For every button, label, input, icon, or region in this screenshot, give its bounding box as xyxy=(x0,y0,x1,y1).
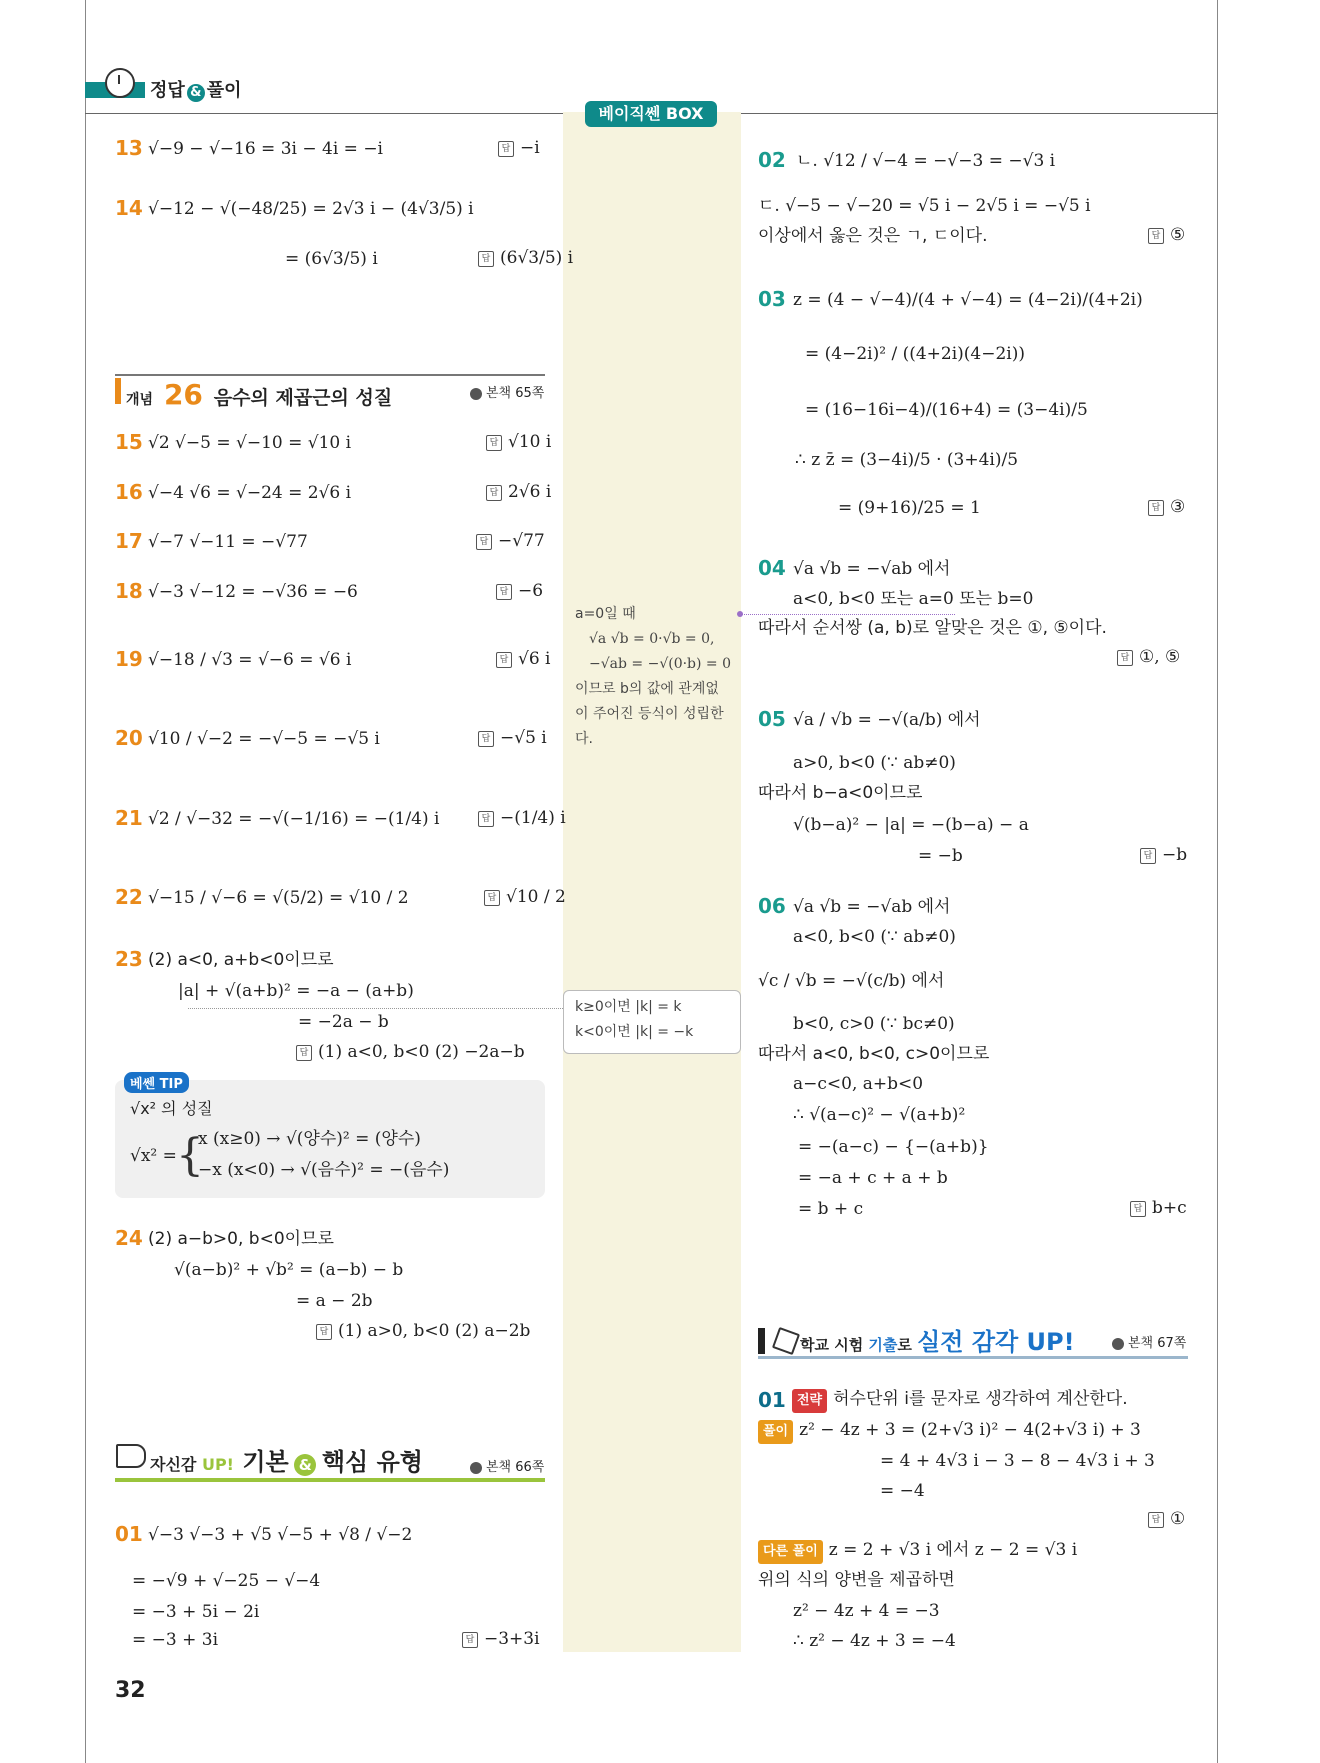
exam-question-number-01: 01 xyxy=(758,1388,786,1412)
basic-section-rule xyxy=(115,1478,545,1482)
question-06-line-8: = −(a−c) − {−(a+b)} xyxy=(798,1137,989,1157)
question-06-line-5: 따라서 a<0, b<0, c>0이므로 xyxy=(758,1044,990,1064)
basic-heading-b: UP! xyxy=(201,1455,234,1474)
answer-mark-icon: 답 xyxy=(476,534,492,550)
right-frame-line xyxy=(1217,0,1218,1763)
problem-17-answer xyxy=(476,531,545,551)
answer-mark-icon: 답 xyxy=(316,1324,332,1340)
side-note-line: 이므로 b의 값에 관계없 xyxy=(575,681,719,697)
question-05-line-1: √a / √b = −√(a/b) 에서 xyxy=(793,710,981,730)
question-03-line-2: = (4−2i)² / ((4+2i)(4−2i)) xyxy=(805,344,1025,364)
problem-20-expression: √10 / √−2 = −√−5 = −√5 i xyxy=(148,729,380,749)
question-05-line-2: a>0, b<0 (∵ ab≠0) xyxy=(793,753,956,773)
question-03-line-4: ∴ z z̄ = (3−4i)/5 · (3+4i)/5 xyxy=(795,450,1019,470)
problem-21-expression: √2 / √−32 = −√(−1/16) = −(1/4) i xyxy=(148,809,440,829)
question-number-06: 06 xyxy=(758,894,786,918)
question-06-line-7: ∴ √(a−c)² − √(a+b)² xyxy=(793,1105,966,1125)
problem-24-answer xyxy=(316,1321,530,1341)
problem-15-expression: √2 √−5 = √−10 = √10 i xyxy=(148,433,352,453)
answer-value: −√5 i xyxy=(500,728,547,748)
basic-section-heading xyxy=(150,1442,423,1477)
problem-22-answer xyxy=(484,887,566,907)
exam-heading-c: 로 xyxy=(897,1336,918,1354)
question-04-line-1: √a √b = −√ab 에서 xyxy=(793,559,951,579)
problem-number-14: 14 xyxy=(115,196,143,220)
answer-mark-icon: 답 xyxy=(1148,228,1164,244)
problem-number-13: 13 xyxy=(115,136,143,160)
answer-value: −6 xyxy=(518,581,544,601)
side-note-leader-dot xyxy=(737,611,743,617)
tip-title: √x² 의 성질 xyxy=(130,1099,213,1118)
problem-19-answer xyxy=(496,649,551,669)
concept-title: 음수의 제곱근의 성질 xyxy=(213,387,393,409)
problem-24-line-3: = a − 2b xyxy=(296,1291,373,1311)
question-03-line-1: z = (4 − √−4)/(4 + √−4) = (4−2i)/(4+2i) xyxy=(793,290,1143,310)
problem-01-line-4: = −3 + 3i xyxy=(132,1630,219,1650)
problem-23-line-3: = −2a − b xyxy=(298,1012,389,1032)
side-note-line: a=0일 때 xyxy=(575,606,636,622)
problem-number-19: 19 xyxy=(115,647,143,671)
exam-heading-a: 학교 시험 xyxy=(800,1336,869,1354)
question-number-04: 04 xyxy=(758,556,786,580)
problem-14-answer xyxy=(478,248,573,268)
problem-01-answer xyxy=(462,1629,540,1649)
strategy-text: 허수단위 i를 문자로 생각하여 계산한다. xyxy=(833,1389,1128,1409)
page-ref-icon xyxy=(470,1462,482,1474)
solution-tag: 풀이 xyxy=(758,1420,793,1444)
question-06-line-4: b<0, c>0 (∵ bc≠0) xyxy=(793,1014,955,1034)
problem-16-expression: √−4 √6 = √−24 = 2√6 i xyxy=(148,483,352,503)
answer-mark-icon: 답 xyxy=(498,141,514,157)
abs-note-line: k<0이면 |k| = −k xyxy=(575,1024,694,1040)
exam-section-heading xyxy=(800,1322,1075,1357)
problem-17-expression: √−7 √−11 = −√77 xyxy=(148,532,308,552)
problem-number-17: 17 xyxy=(115,529,143,553)
problem-23-line-2: |a| + √(a+b)² = −a − (a+b) xyxy=(178,981,414,1001)
page-number: 32 xyxy=(115,1678,146,1703)
tip-case-2: −x (x<0) → √(음수)² = −(음수) xyxy=(198,1160,450,1180)
problem-number-01-left: 01 xyxy=(115,1522,143,1546)
answer-value: (1) a<0, b<0 (2) −2a−b xyxy=(318,1042,525,1062)
page-ref-icon xyxy=(1112,1338,1124,1350)
basic-book-ref xyxy=(470,1456,544,1475)
problem-01-line-2: = −√9 + √−25 − √−4 xyxy=(132,1571,321,1591)
exam-01-strategy xyxy=(792,1388,1128,1413)
abs-note-line: k≥0이면 |k| = k xyxy=(575,999,682,1015)
tip-case-1: x (x≥0) → √(양수)² = (양수) xyxy=(198,1129,421,1149)
exam-01-solution-line-2: = 4 + 4√3 i − 3 − 8 − 4√3 i + 3 xyxy=(880,1451,1155,1471)
side-note-a-zero xyxy=(575,602,731,752)
exam-01-alt-line-2: 위의 식의 양변을 제곱하면 xyxy=(758,1570,955,1590)
problem-16-answer xyxy=(486,482,551,502)
answer-value: (1) a>0, b<0 (2) a−2b xyxy=(338,1321,531,1341)
question-05-answer xyxy=(1140,845,1187,865)
basic-heading-a: 자신감 xyxy=(150,1455,202,1474)
question-06-line-3: √c / √b = −√(c/b) 에서 xyxy=(758,971,945,991)
problem-24-line-2: √(a−b)² + √b² = (a−b) − b xyxy=(174,1260,404,1280)
tip-brace: { xyxy=(176,1130,204,1181)
problem-21-answer xyxy=(478,808,566,828)
problem-number-15: 15 xyxy=(115,430,143,454)
answer-mark-icon: 답 xyxy=(478,811,494,827)
problem-14-line-1: √−12 − √(−48/25) = 2√3 i − (4√3/5) i xyxy=(148,199,474,219)
question-06-line-1: √a √b = −√ab 에서 xyxy=(793,897,951,917)
side-note-line: −√ab = −√(0·b) = 0 xyxy=(589,656,732,672)
exam-01-answer xyxy=(1148,1509,1185,1529)
problem-13-answer xyxy=(498,138,540,158)
problem-20-answer xyxy=(478,728,547,748)
answer-mark-icon: 답 xyxy=(1148,1512,1164,1528)
question-05-line-4: √(b−a)² − |a| = −(b−a) − a xyxy=(793,815,1029,835)
answer-mark-icon: 답 xyxy=(1117,650,1133,666)
basic-heading-d: & xyxy=(294,1454,316,1476)
basic-box-strip xyxy=(563,112,741,1652)
answer-value: −i xyxy=(520,138,540,158)
answer-mark-icon: 답 xyxy=(462,1632,478,1648)
answer-mark-icon: 답 xyxy=(486,435,502,451)
pencil-icon xyxy=(772,1327,800,1355)
problem-18-answer xyxy=(496,581,543,601)
alt-solution-tag: 다른 풀이 xyxy=(758,1540,823,1564)
exam-01-solution-line-1 xyxy=(758,1419,1141,1444)
answer-mark-icon: 답 xyxy=(484,890,500,906)
problem-number-20: 20 xyxy=(115,726,143,750)
concept-label: 개념 xyxy=(126,392,154,408)
question-02-line-1: ㄴ. √12 / √−4 = −√−3 = −√3 i xyxy=(796,151,1056,171)
problem-01-line-1: √−3 √−3 + √5 √−5 + √8 / √−2 xyxy=(148,1525,413,1545)
problem-01-line-3: = −3 + 5i − 2i xyxy=(132,1602,260,1622)
question-06-answer xyxy=(1130,1198,1187,1218)
exam-01-alt-line-1 xyxy=(758,1539,1077,1564)
answer-mark-icon: 답 xyxy=(496,584,512,600)
answer-mark-icon: 답 xyxy=(296,1045,312,1061)
answer-mark-icon: 답 xyxy=(478,251,494,267)
tip-lhs: √x² = xyxy=(130,1146,177,1166)
question-05-line-3: 따라서 b−a<0이므로 xyxy=(758,783,923,803)
concept-26-bar xyxy=(115,378,121,404)
side-note-line: 이 주어진 등식이 성립한 xyxy=(575,706,724,722)
answer-value: 2√6 i xyxy=(508,482,552,502)
problem-number-24: 24 xyxy=(115,1226,143,1250)
question-03-answer xyxy=(1148,497,1185,517)
side-note-line: 다. xyxy=(575,731,593,747)
basic-heading-c: 기본 xyxy=(233,1448,289,1476)
answer-value: ③ xyxy=(1170,497,1186,517)
page-ref-icon xyxy=(470,388,482,400)
left-frame-line xyxy=(85,0,86,1763)
answer-mark-icon: 답 xyxy=(1148,500,1164,516)
question-02-line-3: 이상에서 옳은 것은 ㄱ, ㄷ이다. xyxy=(758,226,988,246)
exam-heading-d: 실전 감각 UP! xyxy=(917,1328,1075,1356)
problem-13-expression: √−9 − √−16 = 3i − 4i = −i xyxy=(148,139,383,159)
answer-mark-icon: 답 xyxy=(496,652,512,668)
problem-24-line-1: (2) a−b>0, b<0이므로 xyxy=(148,1229,334,1249)
answer-mark-icon: 답 xyxy=(478,731,494,747)
exam-01-alt-line-3: z² − 4z + 4 = −3 xyxy=(793,1601,940,1621)
answer-value: b+c xyxy=(1152,1198,1187,1218)
answer-value: (6√3/5) i xyxy=(500,248,574,268)
question-03-line-3: = (16−16i−4)/(16+4) = (3−4i)/5 xyxy=(805,400,1088,420)
exam-01-solution-line-3: = −4 xyxy=(880,1481,925,1501)
exam-section-rule xyxy=(758,1356,1188,1359)
header-title-a: 정답 xyxy=(150,80,185,101)
answer-mark-icon: 답 xyxy=(486,485,502,501)
question-02-answer xyxy=(1148,225,1185,245)
problem-number-23: 23 xyxy=(115,947,143,971)
answer-value: √6 i xyxy=(518,649,551,669)
concept-26-heading xyxy=(126,378,392,411)
basic-heading-e: 핵심 유형 xyxy=(321,1448,423,1476)
question-06-line-10: = b + c xyxy=(798,1199,864,1219)
book-ref-text: 본책 65쪽 xyxy=(486,386,545,401)
question-number-05: 05 xyxy=(758,707,786,731)
answer-value: ⑤ xyxy=(1170,225,1186,245)
question-number-02: 02 xyxy=(758,148,786,172)
alt-solution-text: z = 2 + √3 i 에서 z − 2 = √3 i xyxy=(828,1540,1078,1560)
exam-heading-b: 기출 xyxy=(868,1336,898,1354)
basic-box-tab: 베이직쎈 BOX xyxy=(585,101,717,127)
answer-value: √10 / 2 xyxy=(506,887,566,907)
answer-value: −b xyxy=(1162,845,1188,865)
problem-15-answer xyxy=(486,432,551,452)
answer-value: ① xyxy=(1170,1509,1186,1529)
book-ref-text: 본책 67쪽 xyxy=(1128,1336,1187,1351)
answer-value: −3+3i xyxy=(484,1629,540,1649)
megaphone-icon xyxy=(116,1444,146,1468)
question-06-line-6: a−c<0, a+b<0 xyxy=(793,1074,924,1094)
strategy-tag: 전략 xyxy=(792,1389,827,1413)
answer-value: −√77 xyxy=(498,531,545,551)
side-note-leader-line xyxy=(740,614,955,615)
problem-18-expression: √−3 √−12 = −√36 = −6 xyxy=(148,582,358,602)
page-header-title xyxy=(150,76,242,102)
problem-22-expression: √−15 / √−6 = √(5/2) = √10 / 2 xyxy=(148,888,409,908)
answer-value: √10 i xyxy=(508,432,552,452)
problem-23-leader-line xyxy=(188,1008,563,1009)
concept-26-rule xyxy=(115,374,545,376)
problem-number-22: 22 xyxy=(115,885,143,909)
side-note-line: √a √b = 0·√b = 0, xyxy=(589,631,715,647)
header-title-b: 풀이 xyxy=(206,80,242,101)
exam-01-alt-line-4: ∴ z² − 4z + 3 = −4 xyxy=(793,1631,956,1651)
exam-section-bar xyxy=(758,1328,765,1354)
answer-mark-icon: 답 xyxy=(1140,848,1156,864)
clock-icon xyxy=(105,68,135,98)
problem-number-21: 21 xyxy=(115,806,143,830)
problem-number-16: 16 xyxy=(115,480,143,504)
book-ref-text: 본책 66쪽 xyxy=(486,1460,545,1475)
concept-26-book-ref xyxy=(470,382,544,401)
answer-value: ①, ⑤ xyxy=(1139,647,1181,667)
problem-number-18: 18 xyxy=(115,579,143,603)
question-04-answer xyxy=(1117,647,1180,667)
question-04-line-2: a<0, b<0 또는 a=0 또는 b=0 xyxy=(793,589,1034,609)
problem-14-line-2: = (6√3/5) i xyxy=(285,249,378,269)
problem-19-expression: √−18 / √3 = √−6 = √6 i xyxy=(148,650,352,670)
concept-number: 26 xyxy=(163,378,203,411)
question-06-line-2: a<0, b<0 (∵ ab≠0) xyxy=(793,927,956,947)
question-02-line-2: ㄷ. √−5 − √−20 = √5 i − 2√5 i = −√5 i xyxy=(758,196,1091,216)
problem-23-line-1: (2) a<0, a+b<0이므로 xyxy=(148,950,334,970)
answer-value: −(1/4) i xyxy=(500,808,566,828)
question-06-line-9: = −a + c + a + b xyxy=(798,1168,948,1188)
question-03-line-5: = (9+16)/25 = 1 xyxy=(838,498,981,518)
question-05-line-5: = −b xyxy=(918,846,963,866)
question-04-line-3: 따라서 순서쌍 (a, b)로 알맞은 것은 ①, ⑤이다. xyxy=(758,618,1107,638)
question-number-03: 03 xyxy=(758,287,786,311)
answer-mark-icon: 답 xyxy=(1130,1201,1146,1217)
problem-23-answer xyxy=(296,1042,525,1062)
tip-label: 베쎈 TIP xyxy=(124,1072,189,1093)
solution-text: z² − 4z + 3 = (2+√3 i)² − 4(2+√3 i) + 3 xyxy=(799,1420,1141,1440)
exam-book-ref xyxy=(1112,1332,1186,1351)
abs-value-note xyxy=(575,995,693,1045)
header-title-amp: & xyxy=(187,84,205,102)
